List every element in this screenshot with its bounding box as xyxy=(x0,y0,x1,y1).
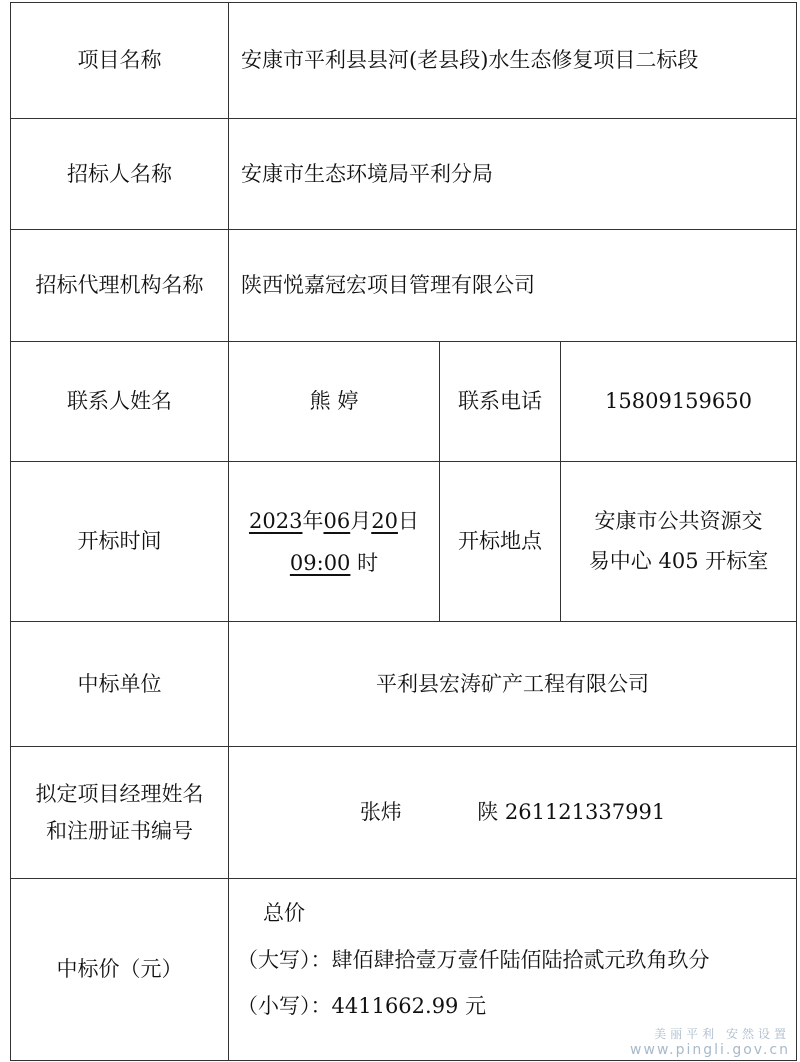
row-contact xyxy=(11,342,797,462)
label-agency: 招标代理机构名称 xyxy=(11,230,229,342)
label-opening-place: 开标地点 xyxy=(440,462,561,622)
value-phone: 15809159650 xyxy=(561,342,797,462)
opening-month-unit: 月 xyxy=(350,508,372,533)
value-tenderer: 安康市生态环境局平利分局 xyxy=(229,119,797,230)
opening-time: 09:00 xyxy=(289,550,351,575)
opening-time-unit: 时 xyxy=(357,550,379,575)
place-line-1: 安康市公共资源交 xyxy=(594,508,763,533)
row-tenderer xyxy=(11,119,797,230)
value-contact-name: 熊 婷 xyxy=(229,342,440,462)
label-price: 中标价（元） xyxy=(11,879,229,1061)
opening-day-unit: 日 xyxy=(397,508,419,533)
opening-year-unit: 年 xyxy=(302,508,324,533)
label-contact: 联系人姓名 xyxy=(11,342,229,462)
manager-name: 张炜 xyxy=(359,800,402,825)
price-lower: （小写）：4411662.99 元 xyxy=(237,994,487,1019)
price-upper: （大写）：肆佰肆拾壹万壹仟陆佰陆拾贰元玖角玖分 xyxy=(237,947,710,972)
value-manager xyxy=(229,747,797,879)
row-agency xyxy=(11,230,797,342)
row-winner xyxy=(11,622,797,747)
value-project-name: 安康市平利县县河(老县段)水生态修复项目二标段 xyxy=(229,3,797,119)
price-total-label: 总价 xyxy=(263,901,305,925)
bid-result-table xyxy=(10,2,797,1061)
label-phone: 联系电话 xyxy=(440,342,561,462)
manager-cert: 陕 261121337991 xyxy=(477,800,666,825)
label-manager xyxy=(11,747,229,879)
row-manager xyxy=(11,747,797,879)
label-manager-line-2: 和注册证书编号 xyxy=(46,818,193,843)
label-winner: 中标单位 xyxy=(11,622,229,747)
label-project-name: 项目名称 xyxy=(11,3,229,119)
value-winner: 平利县宏涛矿产工程有限公司 xyxy=(229,622,797,747)
watermark xyxy=(630,1025,790,1058)
value-opening-place xyxy=(561,462,797,622)
opening-month: 06 xyxy=(323,508,351,533)
opening-hour xyxy=(237,542,431,584)
opening-year: 2023 xyxy=(249,508,303,533)
value-opening-time xyxy=(229,462,440,622)
watermark-url: www.pingli.gov.cn xyxy=(630,1042,790,1058)
row-project-name xyxy=(11,3,797,119)
row-opening xyxy=(11,462,797,622)
place-line-2: 易中心 405 开标室 xyxy=(588,548,769,573)
label-manager-line-1: 拟定项目经理姓名 xyxy=(35,781,204,806)
opening-day: 20 xyxy=(371,508,398,533)
value-agency: 陕西悦嘉冠宏项目管理有限公司 xyxy=(229,230,797,342)
watermark-slogan: 美丽平利 安然设置 xyxy=(654,1027,790,1041)
label-opening-time: 开标时间 xyxy=(11,462,229,622)
label-tenderer: 招标人名称 xyxy=(11,119,229,230)
opening-date xyxy=(237,500,431,542)
